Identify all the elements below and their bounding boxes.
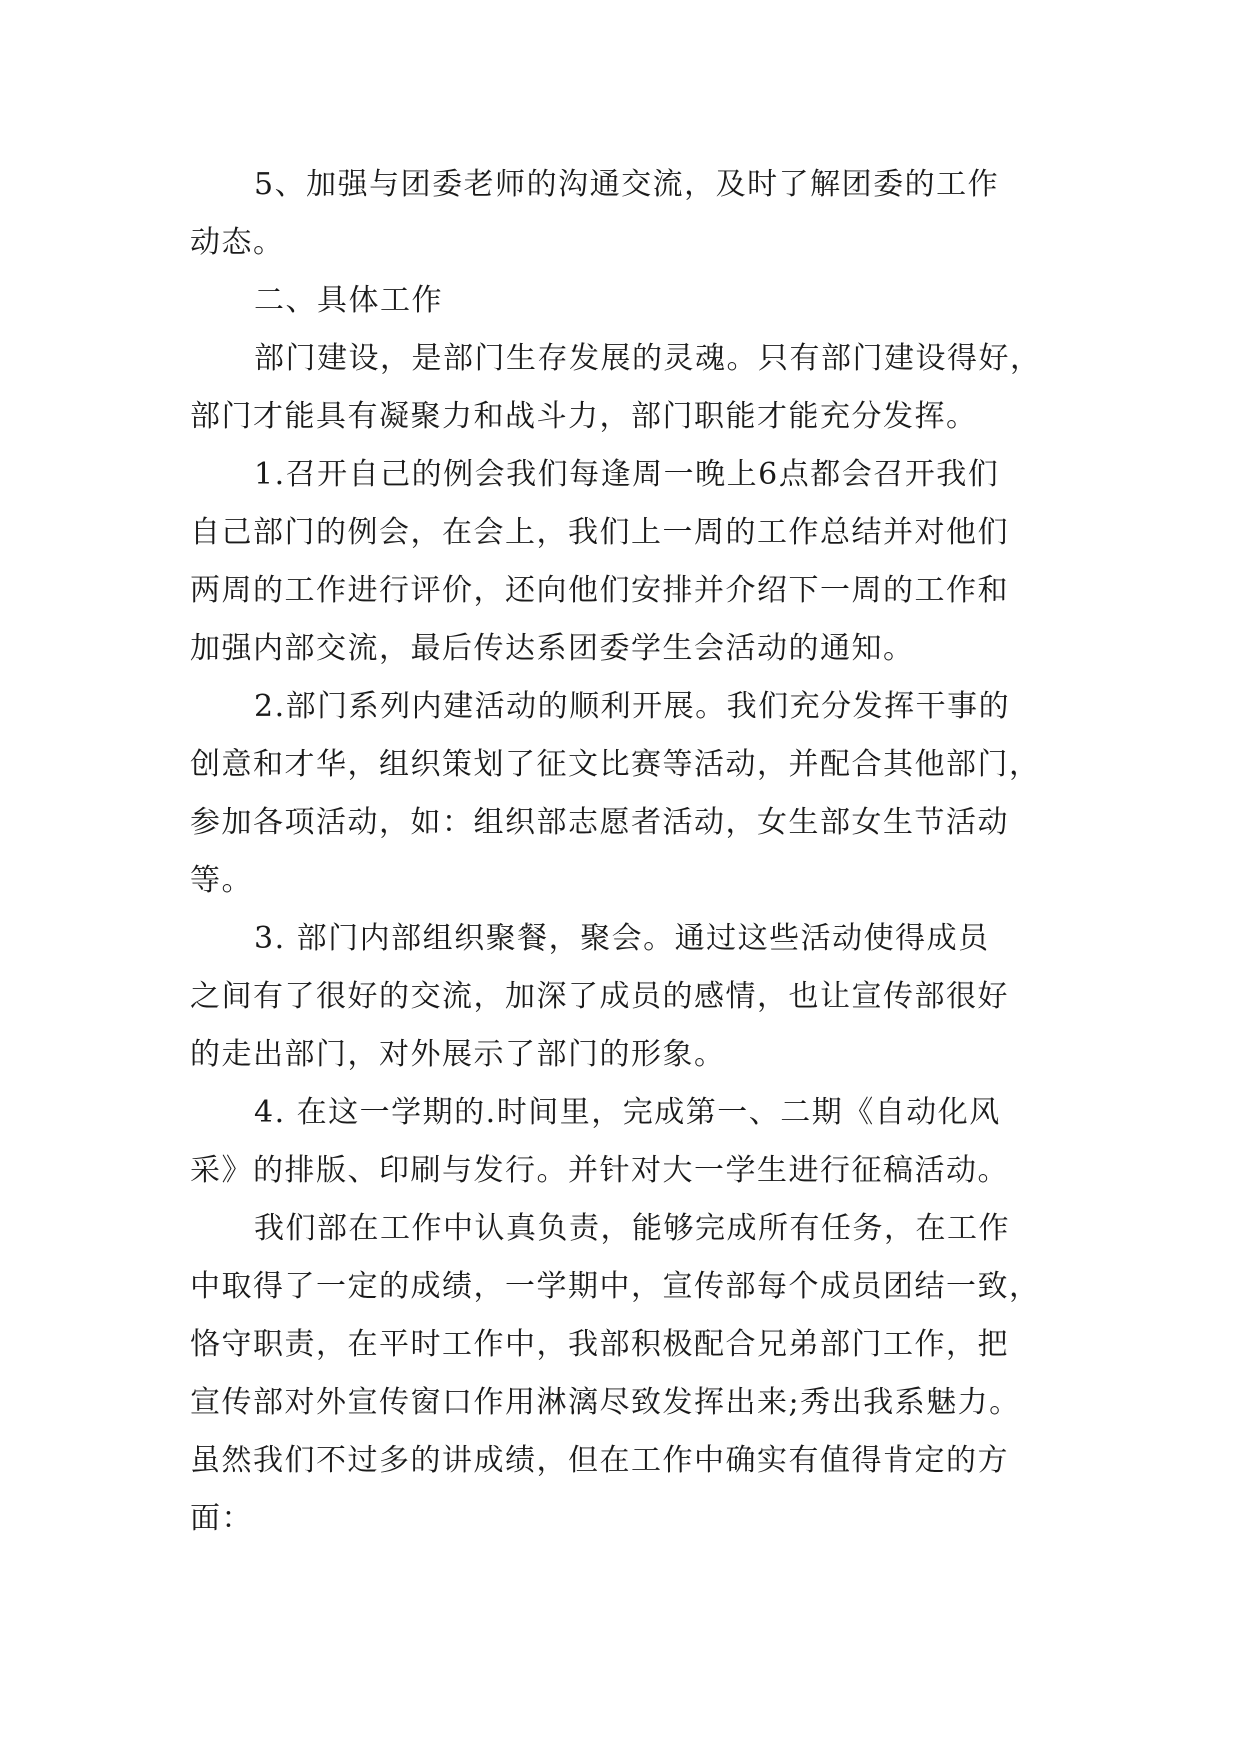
text-line: 二、具体工作 — [254, 283, 443, 318]
text-line: 创意和才华，组织策划了征文比赛等活动，并配合其他部门， — [190, 747, 1041, 782]
text-line: 3. 部门内部组织聚餐，聚会。通过这些活动使得成员 — [254, 921, 990, 956]
text-line: 加强内部交流，最后传达系团委学生会活动的通知。 — [190, 631, 915, 666]
document-body — [190, 156, 1060, 1548]
text-line: 1.召开自己的例会我们每逢周一晚上6点都会召开我们 — [254, 457, 1000, 492]
text-line: 两周的工作进行评价，还向他们安排并介绍下一周的工作和 — [190, 573, 1009, 608]
text-line: 采》的排版、印刷与发行。并针对大一学生进行征稿活动。 — [190, 1153, 1009, 1188]
text-line: 自己部门的例会，在会上，我们上一周的工作总结并对他们 — [190, 515, 1009, 550]
text-line: 宣传部对外宣传窗口作用淋漓尽致发挥出来;秀出我系魅力。 — [190, 1385, 1021, 1420]
text-line: 虽然我们不过多的讲成绩，但在工作中确实有值得肯定的方 — [190, 1443, 1009, 1478]
text-line: 我们部在工作中认真负责，能够完成所有任务，在工作 — [254, 1211, 1010, 1246]
text-line: 5、加强与团委老师的沟通交流，及时了解团委的工作 — [254, 167, 1000, 202]
text-line: 动态。 — [190, 225, 285, 260]
text-line: 之间有了很好的交流，加深了成员的感情，也让宣传部很好 — [190, 979, 1009, 1014]
text-line: 中取得了一定的成绩，一学期中，宣传部每个成员团结一致， — [190, 1269, 1041, 1304]
text-line: 部门才能具有凝聚力和战斗力，部门职能才能充分发挥。 — [190, 399, 978, 434]
text-line: 面： — [190, 1501, 253, 1536]
text-line: 等。 — [190, 863, 253, 898]
text-line: 参加各项活动，如：组织部志愿者活动，女生部女生节活动 — [190, 805, 1009, 840]
text-line: 2.部门系列内建活动的顺利开展。我们充分发挥干事的 — [254, 689, 1011, 724]
text-line: 恪守职责，在平时工作中，我部积极配合兄弟部门工作，把 — [190, 1327, 1009, 1362]
text-line: 部门建设，是部门生存发展的灵魂。只有部门建设得好， — [254, 341, 1042, 376]
text-line: 4. 在这一学期的.时间里，完成第一、二期《自动化风 — [254, 1095, 1001, 1130]
text-line: 的走出部门，对外展示了部门的形象。 — [190, 1037, 726, 1072]
